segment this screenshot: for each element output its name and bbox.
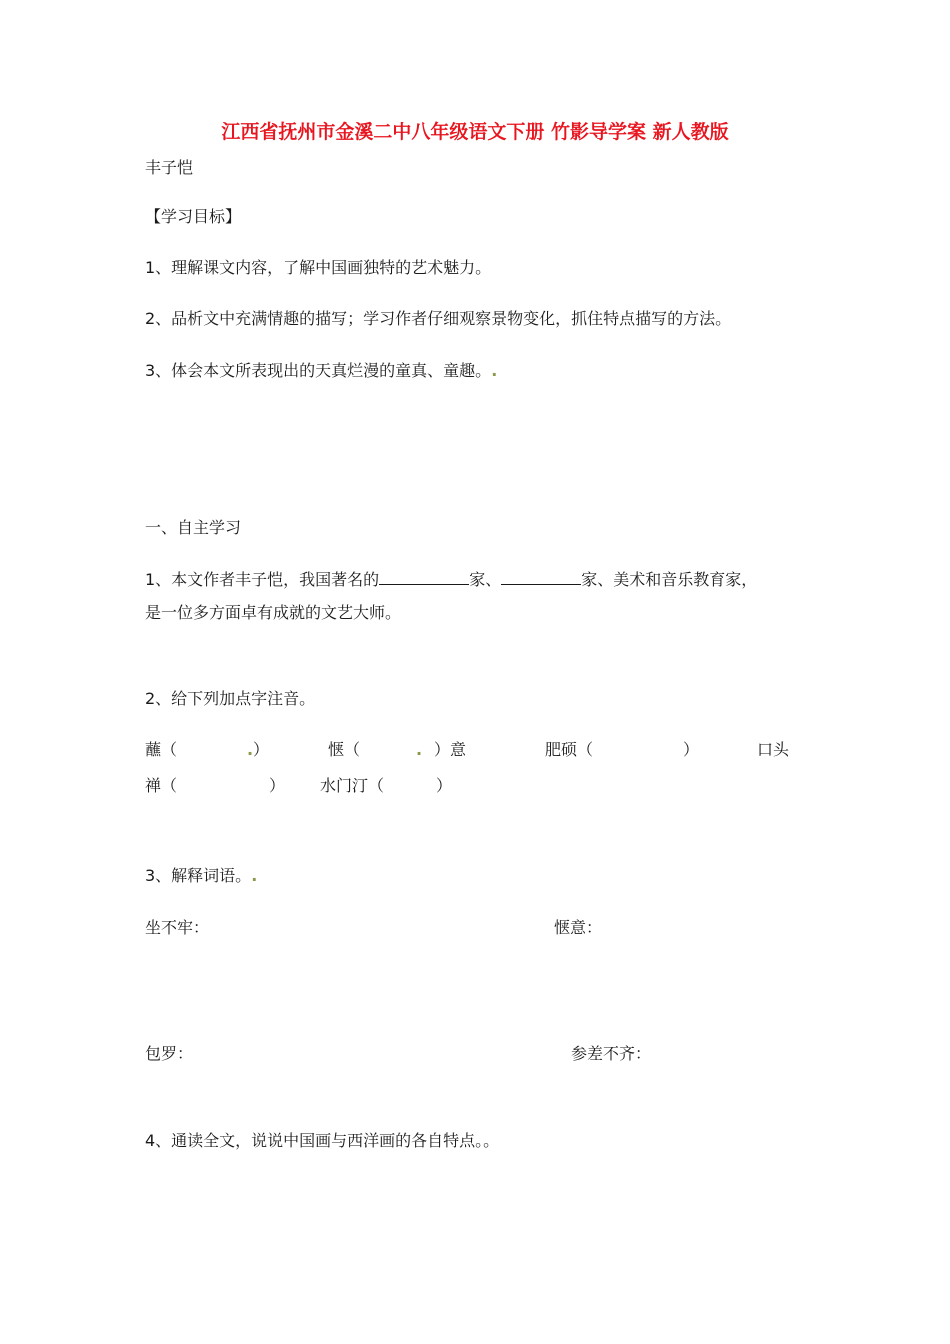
term-qieyi: 惬意： <box>554 918 603 937</box>
pinyin-char: 水门汀（ <box>320 776 385 795</box>
pinyin-close: ） <box>683 740 700 759</box>
dot-mark: . <box>491 361 498 380</box>
pinyin-item-2 <box>328 740 466 760</box>
dot-mark: . <box>416 740 423 759</box>
fill-blank-1[interactable] <box>379 567 469 585</box>
pinyin-close: ） <box>436 776 453 795</box>
question-4-heading: 4、通读全文，说说中国画与西洋画的各自特点。。 <box>145 1131 500 1150</box>
pinyin-answer-space[interactable] <box>177 740 253 760</box>
pinyin-close: ） <box>269 776 286 795</box>
pinyin-char: 肥硕（ <box>545 740 594 759</box>
dot-mark: . <box>247 740 254 759</box>
question-1-part-2: 家、 <box>469 570 502 589</box>
objectives-heading: 【学习目标】 <box>145 207 242 226</box>
pinyin-close: ）意 <box>434 740 467 759</box>
pinyin-char: 禅（ <box>145 776 178 795</box>
document-title: 江西省抚州市金溪二中八年级语文下册 竹影导学案 新人教版 <box>221 121 729 143</box>
question-1-part-3: 家、美术和音乐教育家， <box>581 570 758 589</box>
pinyin-close: ） <box>253 740 270 759</box>
pinyin-answer-space[interactable] <box>360 740 434 760</box>
objective-item-3-text: 3、体会本文所表现出的天真烂漫的童真、童趣。 <box>145 361 492 380</box>
self-study-heading: 一、自主学习 <box>145 518 242 537</box>
pinyin-item-4: 口头 <box>757 740 790 759</box>
term-baoluo: 包罗： <box>145 1044 194 1063</box>
author-name: 丰子恺 <box>145 158 194 177</box>
pinyin-item-5 <box>145 776 285 796</box>
objective-item-1: 1、理解课文内容，了解中国画独特的艺术魅力。 <box>145 258 492 277</box>
question-2-heading: 2、给下列加点字注音。 <box>145 689 316 708</box>
objective-item-3 <box>145 361 497 381</box>
term-cenci-buqi: 参差不齐： <box>571 1044 652 1063</box>
pinyin-item-6 <box>320 776 452 796</box>
question-1-part-1: 1、本文作者丰子恺，我国著名的 <box>145 570 380 589</box>
objective-item-2: 2、品析文中充满情趣的描写；学习作者仔细观察景物变化，抓住特点描写的方法。 <box>145 309 732 328</box>
pinyin-char: 蘸（ <box>145 740 178 759</box>
question-3-text: 3、解释词语。 <box>145 866 252 885</box>
question-1-line-1 <box>145 567 757 590</box>
pinyin-item-1 <box>145 740 269 760</box>
dot-mark: . <box>251 866 258 885</box>
fill-blank-2[interactable] <box>501 567 581 585</box>
pinyin-char: 惬（ <box>328 740 361 759</box>
question-3-heading <box>145 866 257 886</box>
question-1-line-2: 是一位多方面卓有成就的文艺大师。 <box>145 603 402 622</box>
pinyin-item-3 <box>545 740 699 760</box>
term-zuobulao: 坐不牢： <box>145 918 210 937</box>
